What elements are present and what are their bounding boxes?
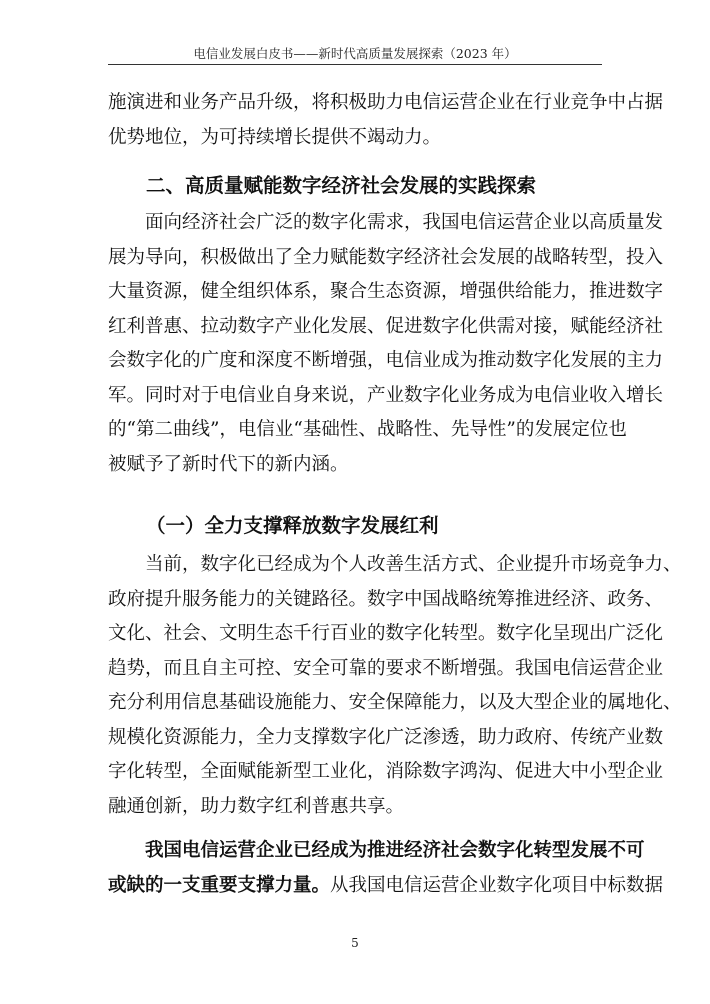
text-line: 政府提升服务能力的关键路径。数字中国战略统筹推进经济、政务、 [108, 588, 664, 610]
page-number: 5 [351, 936, 359, 950]
text-line: 文化、社会、文明生态千行百业的数字化转型。数字化呈现出广泛化 [108, 623, 664, 644]
running-header: 电信业发展白皮书——新时代高质量发展探索（2023 年） [193, 46, 517, 61]
bold-phrase: 或缺的一支重要支撑力量。 [108, 874, 331, 896]
text-line: 趋势，而且自主可控、安全可靠的要求不断增强。我国电信运营企业 [108, 657, 664, 679]
paragraph-digital-dividend [108, 548, 682, 824]
text-line: 规模化资源能力，全力支撑数字化广泛渗透，助力政府、传统产业数 [108, 726, 664, 748]
text-line: 充分利用信息基础设施能力、安全保障能力，以及大型企业的属地化、 [108, 692, 682, 713]
text-line: 施演进和业务产品升级，将积极助力电信运营企业在行业竞争中占据 [108, 92, 664, 113]
text-line [108, 869, 664, 904]
header-divider [108, 64, 602, 65]
section-heading: 二、高质量赋能数字经济社会发展的实践探索 [146, 174, 537, 197]
text-line: 被赋予了新时代下的新内涵。 [108, 453, 349, 475]
text-line: 当前，数字化已经成为个人改善生活方式、企业提升市场竞争力、 [145, 554, 682, 575]
text-line: 优势地位，为可持续增长提供不竭动力。 [108, 126, 442, 148]
text-line: 融通创新，助力数字红利普惠共享。 [108, 795, 405, 817]
text-line: 红利普惠、拉动数字产业化发展、促进数字化供需对接，赋能经济社 [108, 315, 664, 337]
text-line: 会数字化的广度和深度不断增强，电信业成为推动数字化发展的主力 [108, 350, 664, 371]
text-line: 字化转型，全面赋能新型工业化，消除数字鸿沟、促进大中小型企业 [108, 761, 664, 782]
text-line: 面向经济社会广泛的数字化需求，我国电信运营企业以高质量发 [145, 212, 664, 233]
text-line: 展为导向，积极做出了全力赋能数字经济社会发展的战略转型，投入 [108, 246, 664, 268]
paragraph-continuation [108, 86, 664, 155]
text-line: 军。同时对于电信业自身来说，产业数字化业务成为电信业收入增长 [108, 384, 664, 406]
paragraph-intro [108, 206, 664, 482]
subsection-heading: （一）全力支撑释放数字发展红利 [146, 514, 439, 537]
paragraph-support-force [108, 834, 664, 903]
text-line: 大量资源，健全组织体系，聚合生态资源，增强供给能力，推进数字 [108, 281, 664, 302]
text-phrase: 从我国电信运营企业数字化项目中标数据 [330, 874, 664, 896]
bold-text-line: 我国电信运营企业已经成为推进经济社会数字化转型发展不可 [145, 840, 645, 861]
text-line: 的“第二曲线”，电信业“基础性、战略性、先导性”的发展定位也 [108, 419, 627, 440]
